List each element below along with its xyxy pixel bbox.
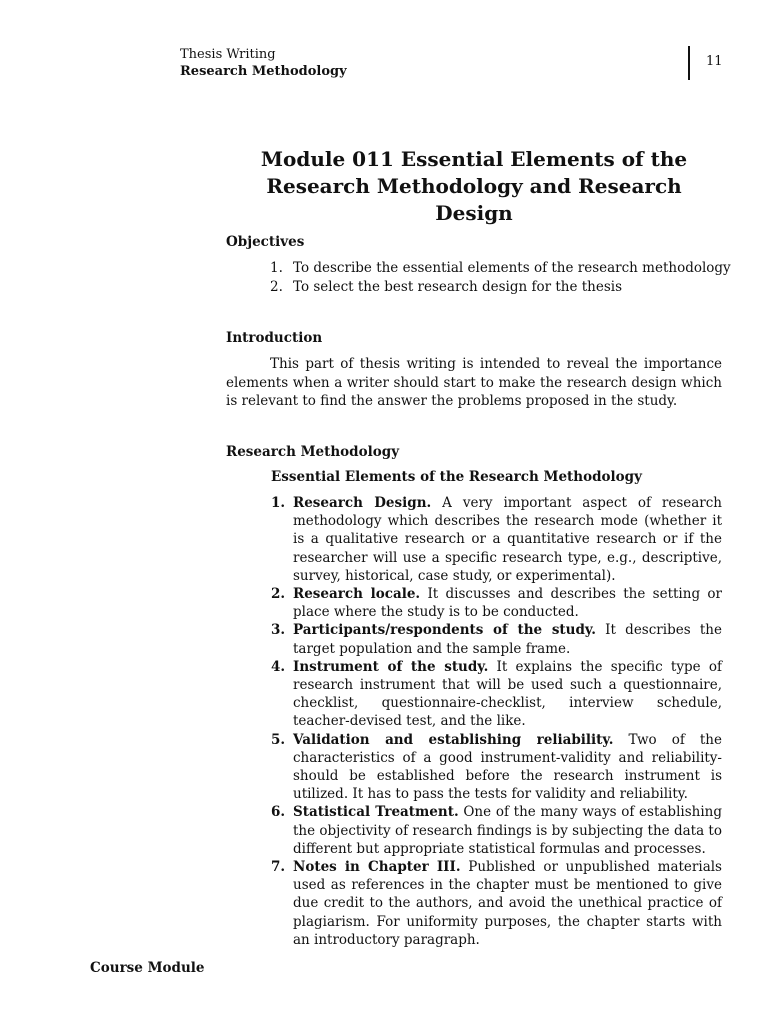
item-text: To select the best research design for the thesis	[293, 279, 623, 295]
item-lead: Research locale.	[293, 586, 421, 603]
list-item	[271, 658, 722, 731]
item-number: 3.	[271, 622, 286, 639]
running-header	[180, 46, 347, 80]
list-item	[271, 494, 722, 585]
item-text: One of the many ways of establishing the objectivity of research findings is by subjecting the data to different but appropriate statistical formulas and processes.	[293, 804, 722, 857]
item-lead: Instrument of the study.	[293, 658, 489, 675]
item-number: 1.	[270, 260, 283, 276]
list-item	[271, 858, 722, 949]
item-text: To describe the essential elements of the research methodology	[293, 260, 731, 276]
list-item	[271, 621, 722, 657]
item-text: A very important aspect of research methodology which describes the research mode (whether it is a qualitative research or a quantitative research or if the researcher will use a specific research type, e.g., descriptive, survey, historical, case study, or experimental).	[293, 495, 722, 584]
objectives-list	[270, 259, 731, 297]
list-item	[271, 731, 722, 804]
page-number: 11	[706, 54, 723, 69]
item-number: 2.	[270, 279, 283, 295]
item-lead: Notes in Chapter III.	[293, 859, 461, 876]
item-number: 5.	[271, 731, 286, 748]
list-item	[270, 259, 731, 278]
list-item	[271, 803, 722, 858]
essential-elements-subheading: Essential Elements of the Research Methodology	[271, 469, 642, 485]
objectives-heading: Objectives	[226, 234, 305, 250]
item-number: 7.	[271, 859, 286, 876]
item-lead: Statistical Treatment.	[293, 804, 459, 821]
item-text: It discusses and describes the setting or place where the study is to be conducted.	[293, 586, 722, 621]
item-number: 6.	[271, 804, 286, 821]
research-methodology-heading: Research Methodology	[226, 444, 400, 460]
item-number: 1.	[271, 495, 286, 511]
item-lead: Validation and establishing reliability.	[293, 731, 614, 748]
header-subject: Research Methodology	[180, 64, 347, 79]
item-number: 2.	[271, 586, 286, 603]
item-lead: Research Design.	[293, 495, 432, 511]
item-text: It explains the specific type of research instrument that will be used such a questionnaire, checklist, questionnaire-checklist, interview schedule, teacher-devised test, and the like.	[293, 658, 722, 730]
introduction-paragraph: This part of thesis writing is intended to reveal the importance elements when a writer should start to make the research design which is relevant to find the answer the problems proposed in the study.	[226, 356, 722, 409]
list-item	[271, 585, 722, 621]
item-lead: Participants/respondents of the study.	[293, 622, 596, 639]
item-text: Published or unpublished materials used as references in the chapter must be mentioned to give due credit to the authors, and avoid the unethical practice of plagiarism. For uniformity purposes, the chapter starts with an introductory paragraph.	[293, 859, 722, 948]
introduction-heading: Introduction	[226, 330, 323, 346]
footer-label: Course Module	[90, 960, 205, 976]
item-text: Two of the characteristics of a good instrument-validity and reliability-should be established before the research instrument is utilized. It has to pass the tests for validity and reliability.	[293, 731, 722, 803]
header-divider	[688, 46, 690, 80]
essential-elements-list	[271, 494, 722, 949]
item-text: It describes the target population and the sample frame.	[293, 622, 722, 657]
item-number: 4.	[271, 658, 286, 675]
page-title: Module 011 Essential Elements of the Research Methodology and Research Design	[260, 147, 688, 225]
list-item	[270, 278, 731, 297]
header-course: Thesis Writing	[180, 47, 276, 62]
